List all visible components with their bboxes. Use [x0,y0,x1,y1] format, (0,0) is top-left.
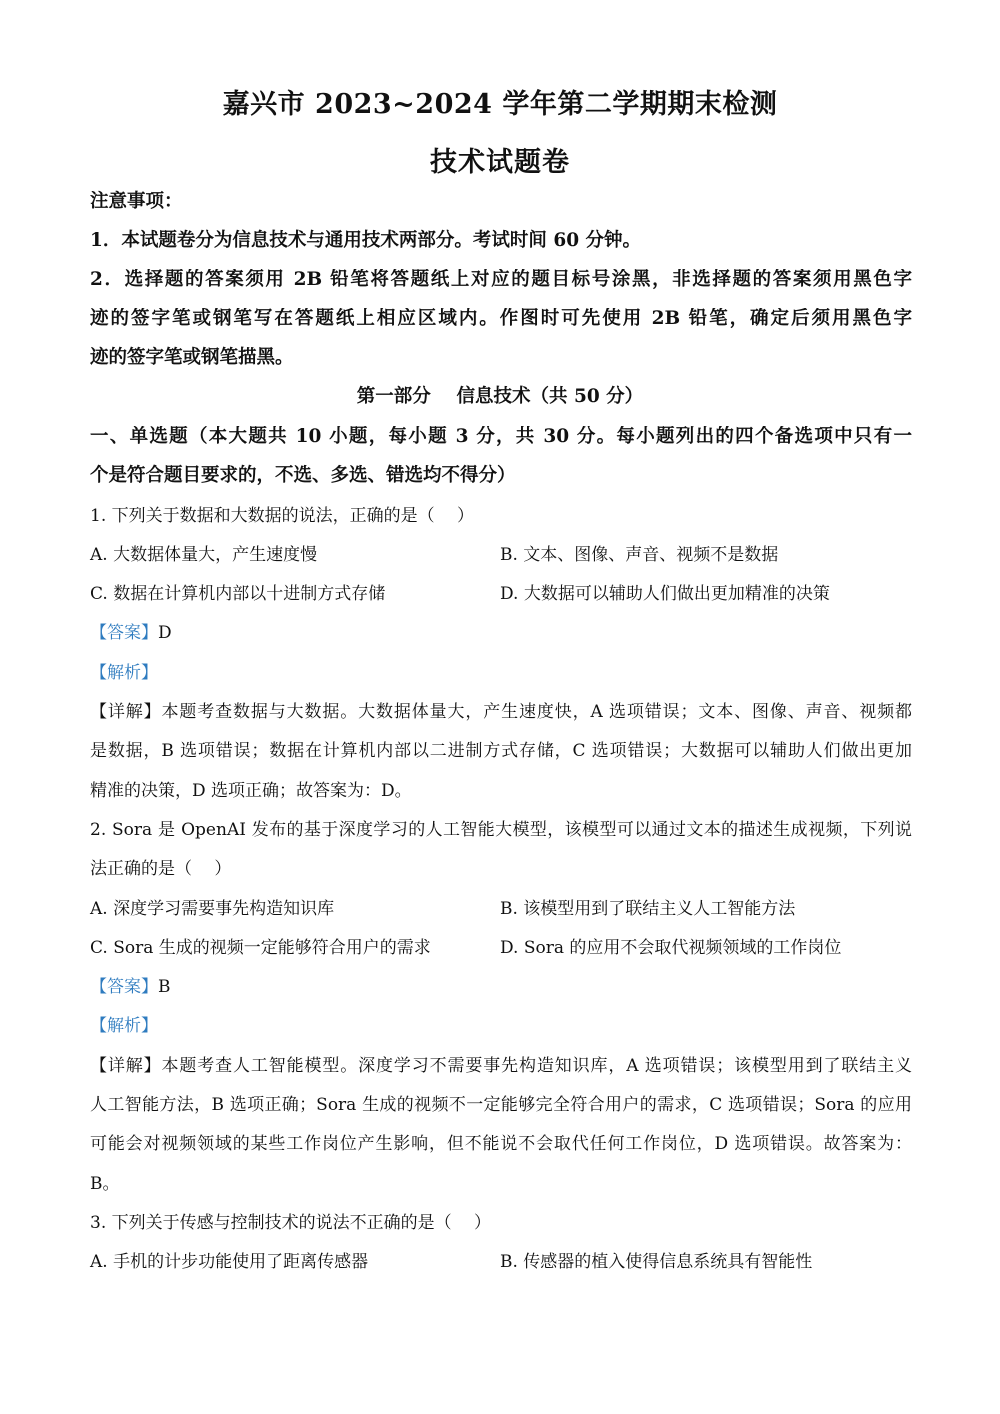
q1-option-b: B. 文本、图像、声音、视频不是数据 [500,545,779,565]
q1-option-d: D. 大数据可以辅助人们做出更加精准的决策 [500,584,830,604]
exam-title: 嘉兴市 2023~2024 学年第二学期期末检测 [222,89,778,120]
section-heading-line-2: 个是符合题目要求的，不选、多选、错选均不得分） [90,465,516,486]
q2-detail-line-3: 可能会对视频领域的某些工作岗位产生影响，但不能说不会取代任何工作岗位，D 选项错误。故答案为： [90,1134,912,1154]
q2-stem-line-1: 2. Sora 是 OpenAI 发布的基于深度学习的人工智能大模型，该模型可以通过文本的描述生成视频，下列说 [90,820,912,840]
q2-option-a: A. 深度学习需要事先构造知识库 [90,899,335,919]
answer-value: D [158,623,172,643]
q2-option-b: B. 该模型用到了联结主义人工智能方法 [500,899,796,919]
notice-item-2-line-2: 迹的签字笔或钢笔写在答题纸上相应区域内。作图时可先使用 2B 铅笔，确定后须用黑色字 [90,308,912,329]
exam-subtitle: 技术试题卷 [430,147,570,178]
q1-detail-line-2: 是数据，B 选项错误；数据在计算机内部以二进制方式存储，C 选项错误；大数据可以辅助人们做出更加 [90,741,912,761]
q3-option-b: B. 传感器的植入使得信息系统具有智能性 [500,1252,813,1272]
q2-option-d: D. Sora 的应用不会取代视频领域的工作岗位 [500,938,842,958]
notice-heading: 注意事项： [90,191,183,212]
q1-option-a: A. 大数据体量大，产生速度慢 [90,545,318,565]
q2-option-c: C. Sora 生成的视频一定能够符合用户的需求 [90,938,431,958]
q1-stem: 1. 下列关于数据和大数据的说法，正确的是（ ） [90,506,475,526]
notice-item-2-line-1: 2．选择题的答案须用 2B 铅笔将答题纸上对应的题目标号涂黑，非选择题的答案须用黑色字 [90,269,912,290]
q3-option-a: A. 手机的计步功能使用了距离传感器 [90,1252,369,1272]
notice-item-1: 1．本试题卷分为信息技术与通用技术两部分。考试时间 60 分钟。 [90,230,642,251]
q1-detail-line-1: 【详解】本题考查数据与大数据。大数据体量大，产生速度快，A 选项错误；文本、图像、声音、视频都 [90,702,912,722]
q2-detail-line-4: B。 [90,1174,120,1194]
q1-option-c: C. 数据在计算机内部以十进制方式存储 [90,584,386,604]
answer-value: B [158,977,171,997]
part1-heading: 第一部分 信息技术（共 50 分） [356,386,644,407]
answer-label: 【答案】 [90,977,158,997]
q3-stem: 3. 下列关于传感与控制技术的说法不正确的是（ ） [90,1213,492,1233]
q2-answer [90,976,912,998]
q2-analysis-label: 【解析】 [90,1016,158,1036]
q2-detail-line-2: 人工智能方法，B 选项正确；Sora 生成的视频不一定能够完全符合用户的需求，C 选项错误；Sora 的应用 [90,1095,912,1115]
q1-detail-line-3: 精准的决策，D 选项正确；故答案为：D。 [90,781,412,801]
notice-item-2-line-3: 迹的签字笔或钢笔描黑。 [90,347,294,368]
q2-detail-line-1: 【详解】本题考查人工智能模型。深度学习不需要事先构造知识库，A 选项错误；该模型用到了联结主义 [90,1056,912,1076]
answer-label: 【答案】 [90,623,158,643]
q1-analysis-label: 【解析】 [90,663,158,683]
q2-stem-line-2: 法正确的是（ ） [90,859,232,879]
q1-answer [90,622,912,644]
section-heading-line-1: 一、单选题（本大题共 10 小题，每小题 3 分，共 30 分。每小题列出的四个备选项中只有一 [90,426,912,447]
